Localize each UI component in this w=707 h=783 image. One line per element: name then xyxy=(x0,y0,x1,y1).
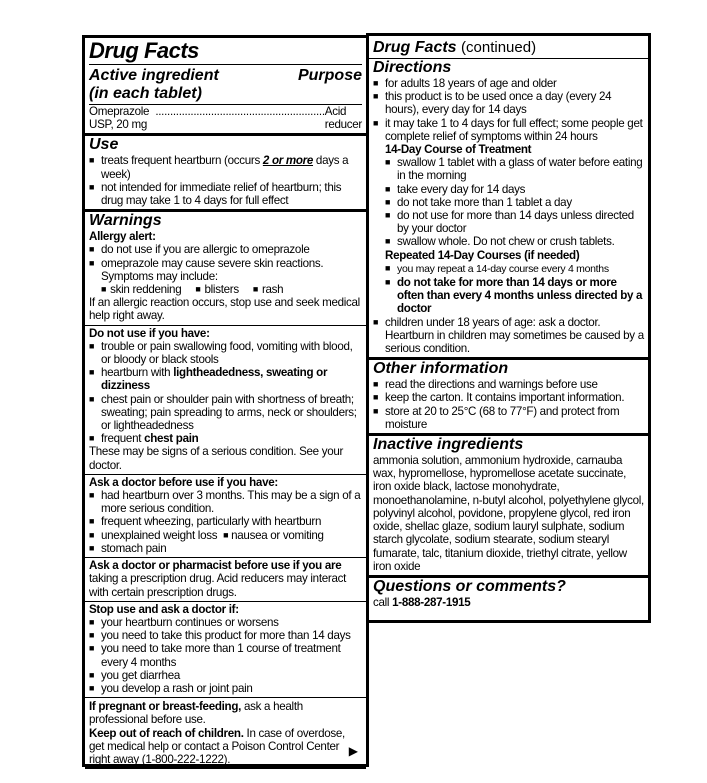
repeat-heading: Repeated 14-Day Courses (if needed) xyxy=(385,248,580,262)
allergy-alert-heading: Allergy alert: xyxy=(89,230,156,244)
drug-facts-panel-left xyxy=(82,35,369,767)
stop-use-heading: Stop use and ask a doctor if: xyxy=(89,602,239,616)
directions-section xyxy=(369,36,648,360)
active-ingredient-heading: Active ingredient xyxy=(89,67,219,84)
allergy-note: If an allergic reaction occurs, stop use and seek medical help right away. xyxy=(89,296,360,323)
symptom-item: ■ blisters xyxy=(195,283,238,296)
active-ingredient-subheading: (in each tablet) xyxy=(89,85,202,102)
repeat-item: ■ do not take for more than 14 days or more often than every 4 months unless directed by a doctor xyxy=(373,276,644,316)
ask-doctor-item: ■ frequent wheezing, particularly with heartburn xyxy=(89,515,362,528)
ask-pharmacist-heading: Ask a doctor or pharmacist before use if you are xyxy=(89,559,342,573)
directions-item: ■ for adults 18 years of age and older xyxy=(373,77,644,90)
ingredient-purpose: Acid reducer xyxy=(324,105,362,132)
panel-title: Drug Facts xyxy=(89,38,199,63)
ingredient-name: Omeprazole USP, 20 mg xyxy=(89,105,150,132)
ask-doctor-item: ■ had heartburn over 3 months. This may be a sign of a more serious condition. xyxy=(89,489,362,515)
directions-item: ■ it may take 1 to 4 days for full effect; some people get complete relief of symptoms within 24 hours xyxy=(373,117,644,143)
drug-facts-panel-right xyxy=(366,33,651,623)
stop-use-item: ■ you develop a rash or joint pain xyxy=(89,682,362,695)
do-not-use-item: ■ trouble or pain swallowing food, vomiting with blood, or bloody or black stools xyxy=(89,340,362,366)
inactive-ingredients-section xyxy=(369,436,648,578)
stop-use-item: ■ you need to take this product for more than 14 days xyxy=(89,629,362,642)
other-information-heading: Other information xyxy=(373,360,509,378)
repeat-item: ■ you may repeat a 14-day course every 4 months xyxy=(373,262,644,276)
continued-label: (continued) xyxy=(461,39,537,56)
panel-title-continued: Drug Facts xyxy=(373,39,457,56)
ask-doctor-item: ■ stomach pain xyxy=(89,542,362,555)
do-not-use-item: ■ chest pain or shoulder pain with shortness of breath; sweating; pain spreading to arms, neck or shoulders; or lightheadedness xyxy=(89,393,362,433)
use-section xyxy=(85,136,366,212)
course-item: ■ do not take more than 1 tablet a day xyxy=(373,196,644,209)
other-info-item: ■ store at 20 to 25°C (68 to 77°F) and protect from moisture xyxy=(373,405,644,431)
other-info-item: ■ keep the carton. It contains important information. xyxy=(373,391,644,404)
symptom-item: ■ skin reddening xyxy=(101,283,181,296)
symptom-list xyxy=(89,283,362,296)
active-ingredient-section xyxy=(85,38,366,136)
directions-item: ■ this product is to be used once a day (every 24 hours), every day for 14 days xyxy=(373,90,644,116)
warnings-heading: Warnings xyxy=(89,212,162,230)
questions-heading: Questions or comments? xyxy=(373,577,566,595)
do-not-use-item: ■ heartburn with lightheadedness, sweating or dizziness xyxy=(89,366,362,392)
ask-pharmacist-text: taking a prescription drug. Acid reducers may interact with certain prescription drugs. xyxy=(89,572,347,599)
keep-out-of-reach: Keep out of reach of children. In case of overdose, get medical help or contact a Poison Control Center right away (1-800-222-1222). xyxy=(89,726,345,766)
use-heading: Use xyxy=(89,136,119,154)
do-not-use-heading: Do not use if you have: xyxy=(89,326,210,340)
children-item: ■ children under 18 years of age: ask a doctor. Heartburn in children may sometimes be caused by a serious condition. xyxy=(373,316,644,356)
stop-use-item: ■ your heartburn continues or worsens xyxy=(89,616,362,629)
use-item: ■ treats frequent heartburn (occurs 2 or more days a week) xyxy=(89,154,362,180)
ask-doctor-item: ■ unexplained weight loss ■ nausea or vomiting xyxy=(89,529,362,542)
other-info-item: ■ read the directions and warnings before use xyxy=(373,378,644,391)
course-item: ■ take every day for 14 days xyxy=(373,183,644,196)
ingredient-leader-dots: .......................................................... xyxy=(155,105,325,118)
purpose-heading: Purpose xyxy=(297,67,362,84)
course-item: ■ do not use for more than 14 days unless directed by your doctor xyxy=(373,209,644,235)
do-not-use-note: These may be signs of a serious condition. See your doctor. xyxy=(89,445,344,472)
ask-doctor-heading: Ask a doctor before use if you have: xyxy=(89,475,278,489)
pregnancy-warning: If pregnant or breast-feeding, ask a health professional before use. xyxy=(89,700,303,727)
use-item: ■ not intended for immediate relief of heartburn; this drug may take 1 to 4 days for full effect xyxy=(89,181,362,207)
allergy-item: ■ omeprazole may cause severe skin reactions. Symptoms may include: xyxy=(89,257,362,283)
symptom-item: ■ rash xyxy=(253,283,284,296)
course-item: ■ swallow 1 tablet with a glass of water before eating in the morning xyxy=(373,156,644,182)
allergy-item: ■ do not use if you are allergic to omeprazole xyxy=(89,243,362,256)
do-not-use-item: ■ frequent chest pain xyxy=(89,432,362,445)
phone-number: 1-888-287-1915 xyxy=(392,595,471,609)
warnings-section xyxy=(85,212,366,769)
inactive-ingredients-heading: Inactive ingredients xyxy=(373,436,524,454)
stop-use-item: ■ you need to take more than 1 course of treatment every 4 months xyxy=(89,642,362,668)
directions-heading: Directions xyxy=(373,59,452,76)
course-item: ■ swallow whole. Do not chew or crush tablets. xyxy=(373,235,644,248)
questions-section xyxy=(369,578,648,613)
other-information-section xyxy=(369,360,648,436)
stop-use-item: ■ you get diarrhea xyxy=(89,669,362,682)
ingredient-row xyxy=(89,104,362,131)
inactive-ingredients-text: ammonia solution, ammonium hydroxide, carnauba wax, hypromellose, hypromellose acetate succinate, iron oxide black, lactose monohydrate, monoethanolamine, n-butyl alcohol, polyethylene glycol, polyvinyl alcohol, povidone, propylene glycol, red iron oxide, shellac glaze, sodium lauryl sulphate, sodium starch glycolate, sodium stearate, sodium stearyl fumarate, talc, titanium dioxide, triethyl citrate, yellow iron oxide xyxy=(373,454,644,573)
course-heading: 14-Day Course of Treatment xyxy=(385,143,532,157)
call-line: call 1-888-287-1915 xyxy=(373,595,471,609)
continue-arrow-icon: ▶ xyxy=(348,744,358,758)
